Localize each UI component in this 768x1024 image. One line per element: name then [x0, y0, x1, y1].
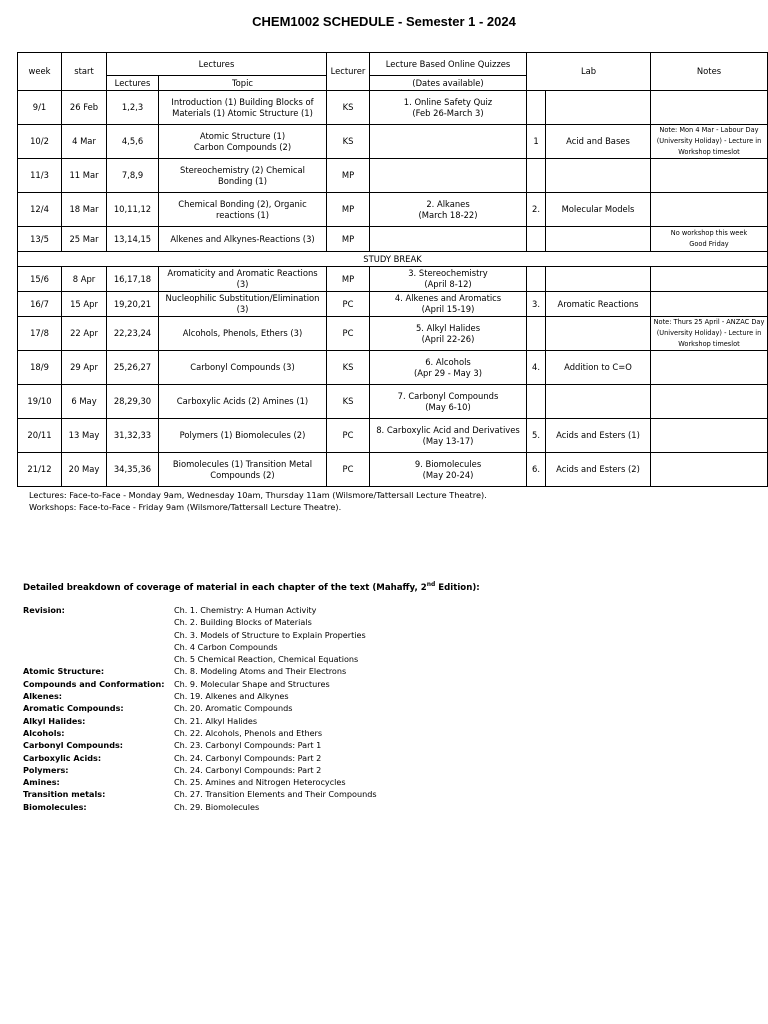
lab-number-cell: 5.	[527, 419, 546, 453]
lecturer-cell: MP	[327, 193, 370, 227]
start-cell: 6 May	[62, 385, 107, 419]
topic-label: Alcohols:	[23, 727, 65, 738]
header-week: week	[18, 53, 62, 91]
note-cell	[651, 292, 768, 317]
quiz-cell: 5. Alkyl Halides (April 22-26)	[370, 317, 527, 351]
start-cell: 20 May	[62, 453, 107, 487]
lab-number-cell	[527, 159, 546, 193]
lecturer-cell: PC	[327, 317, 370, 351]
note-cell	[651, 193, 768, 227]
table-row	[18, 91, 768, 125]
list-item	[23, 801, 623, 813]
quiz-cell	[370, 159, 527, 193]
week-cell: 13/5	[18, 227, 62, 252]
list-item	[23, 715, 623, 727]
table-row	[18, 385, 768, 419]
quiz-cell: 6. Alcohols (Apr 29 - May 3)	[370, 351, 527, 385]
lab-number-cell: 6.	[527, 453, 546, 487]
start-cell: 15 Apr	[62, 292, 107, 317]
week-cell: 15/6	[18, 267, 62, 292]
list-item	[23, 616, 623, 628]
table-row	[18, 267, 768, 292]
note-cell	[651, 385, 768, 419]
topic-cell: Alcohols, Phenols, Ethers (3)	[159, 317, 327, 351]
quiz-cell: 9. Biomolecules (May 20-24)	[370, 453, 527, 487]
week-cell: 19/10	[18, 385, 62, 419]
quiz-cell	[370, 125, 527, 159]
topic-cell: Introduction (1) Building Blocks of Materials (1) Atomic Structure (1)	[159, 91, 327, 125]
lab-number-cell	[527, 317, 546, 351]
week-cell: 16/7	[18, 292, 62, 317]
topic-cell: Carboxylic Acids (2) Amines (1)	[159, 385, 327, 419]
lab-cell: Acid and Bases	[546, 125, 651, 159]
lecturer-cell: PC	[327, 453, 370, 487]
lab-cell	[546, 317, 651, 351]
note-cell	[651, 351, 768, 385]
lectures-cell: 25,26,27	[107, 351, 159, 385]
list-item	[23, 604, 623, 616]
lab-number-cell	[527, 227, 546, 252]
schedule-table	[17, 52, 768, 487]
header-lectures: Lectures	[107, 53, 327, 76]
chapter-label: Ch. 20. Aromatic Compounds	[174, 703, 293, 714]
lab-number-cell	[527, 385, 546, 419]
lab-number-cell	[527, 267, 546, 292]
start-cell: 26 Feb	[62, 91, 107, 125]
topic-cell: Polymers (1) Biomolecules (2)	[159, 419, 327, 453]
chapter-label: Ch. 3. Models of Structure to Explain Properties	[174, 629, 366, 640]
lecturer-cell: KS	[327, 385, 370, 419]
table-row	[18, 125, 768, 159]
week-cell: 17/8	[18, 317, 62, 351]
table-row	[18, 292, 768, 317]
lab-number-cell: 2.	[527, 193, 546, 227]
list-item	[23, 641, 623, 653]
topic-label: Amines:	[23, 777, 60, 788]
chapter-label: Ch. 4 Carbon Compounds	[174, 641, 278, 652]
lab-number-cell: 1	[527, 125, 546, 159]
chapter-label: Ch. 23. Carbonyl Compounds: Part 1	[174, 740, 322, 751]
table-row	[18, 193, 768, 227]
study-break-row	[18, 252, 768, 267]
header-notes: Notes	[651, 53, 768, 91]
note-cell	[651, 91, 768, 125]
topic-cell: Aromaticity and Aromatic Reactions (3)	[159, 267, 327, 292]
lab-number-cell: 4.	[527, 351, 546, 385]
week-cell: 9/1	[18, 91, 62, 125]
topic-label: Alkenes:	[23, 691, 62, 702]
chapter-label: Ch. 2. Building Blocks of Materials	[174, 617, 312, 628]
week-cell: 20/11	[18, 419, 62, 453]
list-item	[23, 788, 623, 800]
lectures-cell: 16,17,18	[107, 267, 159, 292]
lab-cell: Molecular Models	[546, 193, 651, 227]
start-cell: 22 Apr	[62, 317, 107, 351]
chapter-label: Ch. 19. Alkenes and Alkynes	[174, 691, 289, 702]
topic-cell: Alkenes and Alkynes-Reactions (3)	[159, 227, 327, 252]
list-item	[23, 702, 623, 714]
lab-cell: Acids and Esters (1)	[546, 419, 651, 453]
start-cell: 4 Mar	[62, 125, 107, 159]
start-cell: 29 Apr	[62, 351, 107, 385]
chapter-label: Ch. 8. Modeling Atoms and Their Electrons	[174, 666, 347, 677]
note-cell: Note: Mon 4 Mar - Labour Day (University Holiday) - Lecture in Workshop timeslot	[651, 125, 768, 159]
header-lecturer: Lecturer	[327, 53, 370, 91]
chapter-breakdown-list	[23, 604, 623, 813]
lab-cell: Acids and Esters (2)	[546, 453, 651, 487]
lectures-cell: 28,29,30	[107, 385, 159, 419]
chapter-label: Ch. 25. Amines and Nitrogen Heterocycles	[174, 777, 346, 788]
footnote-workshops: Workshops: Face-to-Face - Friday 9am (Wilsmore/Tattersall Lecture Theatre).	[29, 502, 342, 512]
quiz-cell: 7. Carbonyl Compounds (May 6-10)	[370, 385, 527, 419]
topic-label: Transition metals:	[23, 789, 106, 800]
table-row	[18, 227, 768, 252]
lectures-cell: 13,14,15	[107, 227, 159, 252]
chapter-label: Ch. 29. Biomolecules	[174, 801, 260, 812]
lecturer-cell: MP	[327, 267, 370, 292]
subheader-topic: Topic	[159, 76, 327, 91]
lab-cell	[546, 227, 651, 252]
start-cell: 11 Mar	[62, 159, 107, 193]
chapter-label: Ch. 22. Alcohols, Phenols and Ethers	[174, 727, 323, 738]
chapter-label: Ch. 24. Carbonyl Compounds: Part 2	[174, 764, 322, 775]
topic-cell: Stereochemistry (2) Chemical Bonding (1)	[159, 159, 327, 193]
topic-label: Compounds and Conformation:	[23, 678, 165, 689]
subheader-quizzes: (Dates available)	[370, 76, 527, 91]
header-lab: Lab	[527, 53, 651, 91]
list-item	[23, 690, 623, 702]
lecturer-cell: PC	[327, 292, 370, 317]
topic-label: Biomolecules:	[23, 801, 87, 812]
list-item	[23, 629, 623, 641]
list-item	[23, 727, 623, 739]
topic-label: Carbonyl Compounds:	[23, 740, 124, 751]
topic-cell: Nucleophilic Substitution/Elimination (3)	[159, 292, 327, 317]
note-cell: Note: Thurs 25 April - ANZAC Day (University Holiday) - Lecture in Workshop timeslot	[651, 317, 768, 351]
table-row	[18, 453, 768, 487]
lab-cell: Addition to C=O	[546, 351, 651, 385]
list-item	[23, 764, 623, 776]
topic-label: Alkyl Halides:	[23, 715, 86, 726]
header-start: start	[62, 53, 107, 91]
topic-cell: Chemical Bonding (2), Organic reactions (1)	[159, 193, 327, 227]
start-cell: 13 May	[62, 419, 107, 453]
lab-cell	[546, 91, 651, 125]
chapter-label: Ch. 27. Transition Elements and Their Compounds	[174, 789, 377, 800]
topic-cell: Carbonyl Compounds (3)	[159, 351, 327, 385]
lecturer-cell: MP	[327, 227, 370, 252]
chapter-label: Ch. 9. Molecular Shape and Structures	[174, 678, 330, 689]
week-cell: 11/3	[18, 159, 62, 193]
quiz-cell: 1. Online Safety Quiz (Feb 26-March 3)	[370, 91, 527, 125]
lectures-cell: 19,20,21	[107, 292, 159, 317]
list-item	[23, 678, 623, 690]
lab-number-cell: 3.	[527, 292, 546, 317]
start-cell: 8 Apr	[62, 267, 107, 292]
lab-number-cell	[527, 91, 546, 125]
list-item	[23, 653, 623, 665]
lectures-cell: 4,5,6	[107, 125, 159, 159]
quiz-cell: 8. Carboxylic Acid and Derivatives (May 13-17)	[370, 419, 527, 453]
lectures-cell: 7,8,9	[107, 159, 159, 193]
quiz-cell	[370, 227, 527, 252]
list-item	[23, 752, 623, 764]
topic-label: Polymers:	[23, 764, 69, 775]
week-cell: 10/2	[18, 125, 62, 159]
list-item	[23, 776, 623, 788]
page-title: CHEM1002 SCHEDULE - Semester 1 - 2024	[252, 14, 516, 29]
week-cell: 12/4	[18, 193, 62, 227]
header-row	[18, 53, 768, 76]
start-cell: 25 Mar	[62, 227, 107, 252]
lecturer-cell: KS	[327, 91, 370, 125]
lecturer-cell: KS	[327, 125, 370, 159]
lab-cell	[546, 267, 651, 292]
lectures-cell: 31,32,33	[107, 419, 159, 453]
topic-label: Atomic Structure:	[23, 666, 105, 677]
week-cell: 18/9	[18, 351, 62, 385]
subheader-lectures: Lectures	[107, 76, 159, 91]
week-cell: 21/12	[18, 453, 62, 487]
start-cell: 18 Mar	[62, 193, 107, 227]
note-cell: No workshop this week Good Friday	[651, 227, 768, 252]
table-row	[18, 317, 768, 351]
header-quizzes: Lecture Based Online Quizzes	[370, 53, 527, 76]
lab-cell	[546, 159, 651, 193]
list-item	[23, 665, 623, 677]
lectures-cell: 1,2,3	[107, 91, 159, 125]
note-cell	[651, 419, 768, 453]
lecturer-cell: PC	[327, 419, 370, 453]
topic-cell: Biomolecules (1) Transition Metal Compounds (2)	[159, 453, 327, 487]
lecturer-cell: KS	[327, 351, 370, 385]
chapter-label: Ch. 1. Chemistry: A Human Activity	[174, 605, 317, 615]
lab-cell	[546, 385, 651, 419]
note-cell	[651, 453, 768, 487]
lectures-cell: 34,35,36	[107, 453, 159, 487]
chapter-label: Ch. 24. Carbonyl Compounds: Part 2	[174, 752, 322, 763]
breakdown-title: Detailed breakdown of coverage of material in each chapter of the text (Mahaffy, 2nd Edition):	[23, 581, 480, 593]
topic-label: Carboxylic Acids:	[23, 752, 102, 763]
table-row	[18, 159, 768, 193]
lecturer-cell: MP	[327, 159, 370, 193]
quiz-cell: 3. Stereochemistry (April 8-12)	[370, 267, 527, 292]
topic-cell: Atomic Structure (1) Carbon Compounds (2)	[159, 125, 327, 159]
chapter-label: Ch. 21. Alkyl Halides	[174, 715, 258, 726]
table-row	[18, 419, 768, 453]
topic-label: Revision:	[23, 605, 65, 615]
lab-cell: Aromatic Reactions	[546, 292, 651, 317]
chapter-label: Ch. 5 Chemical Reaction, Chemical Equations	[174, 654, 359, 665]
list-item	[23, 739, 623, 751]
study-break-label: STUDY BREAK	[18, 252, 768, 267]
lectures-cell: 10,11,12	[107, 193, 159, 227]
quiz-cell: 4. Alkenes and Aromatics (April 15-19)	[370, 292, 527, 317]
note-cell	[651, 159, 768, 193]
lectures-cell: 22,23,24	[107, 317, 159, 351]
note-cell	[651, 267, 768, 292]
quiz-cell: 2. Alkanes (March 18-22)	[370, 193, 527, 227]
table-row	[18, 351, 768, 385]
topic-label: Aromatic Compounds:	[23, 703, 124, 714]
footnote-lectures: Lectures: Face-to-Face - Monday 9am, Wednesday 10am, Thursday 11am (Wilsmore/Tattersall Lecture Theatre).	[29, 490, 487, 500]
